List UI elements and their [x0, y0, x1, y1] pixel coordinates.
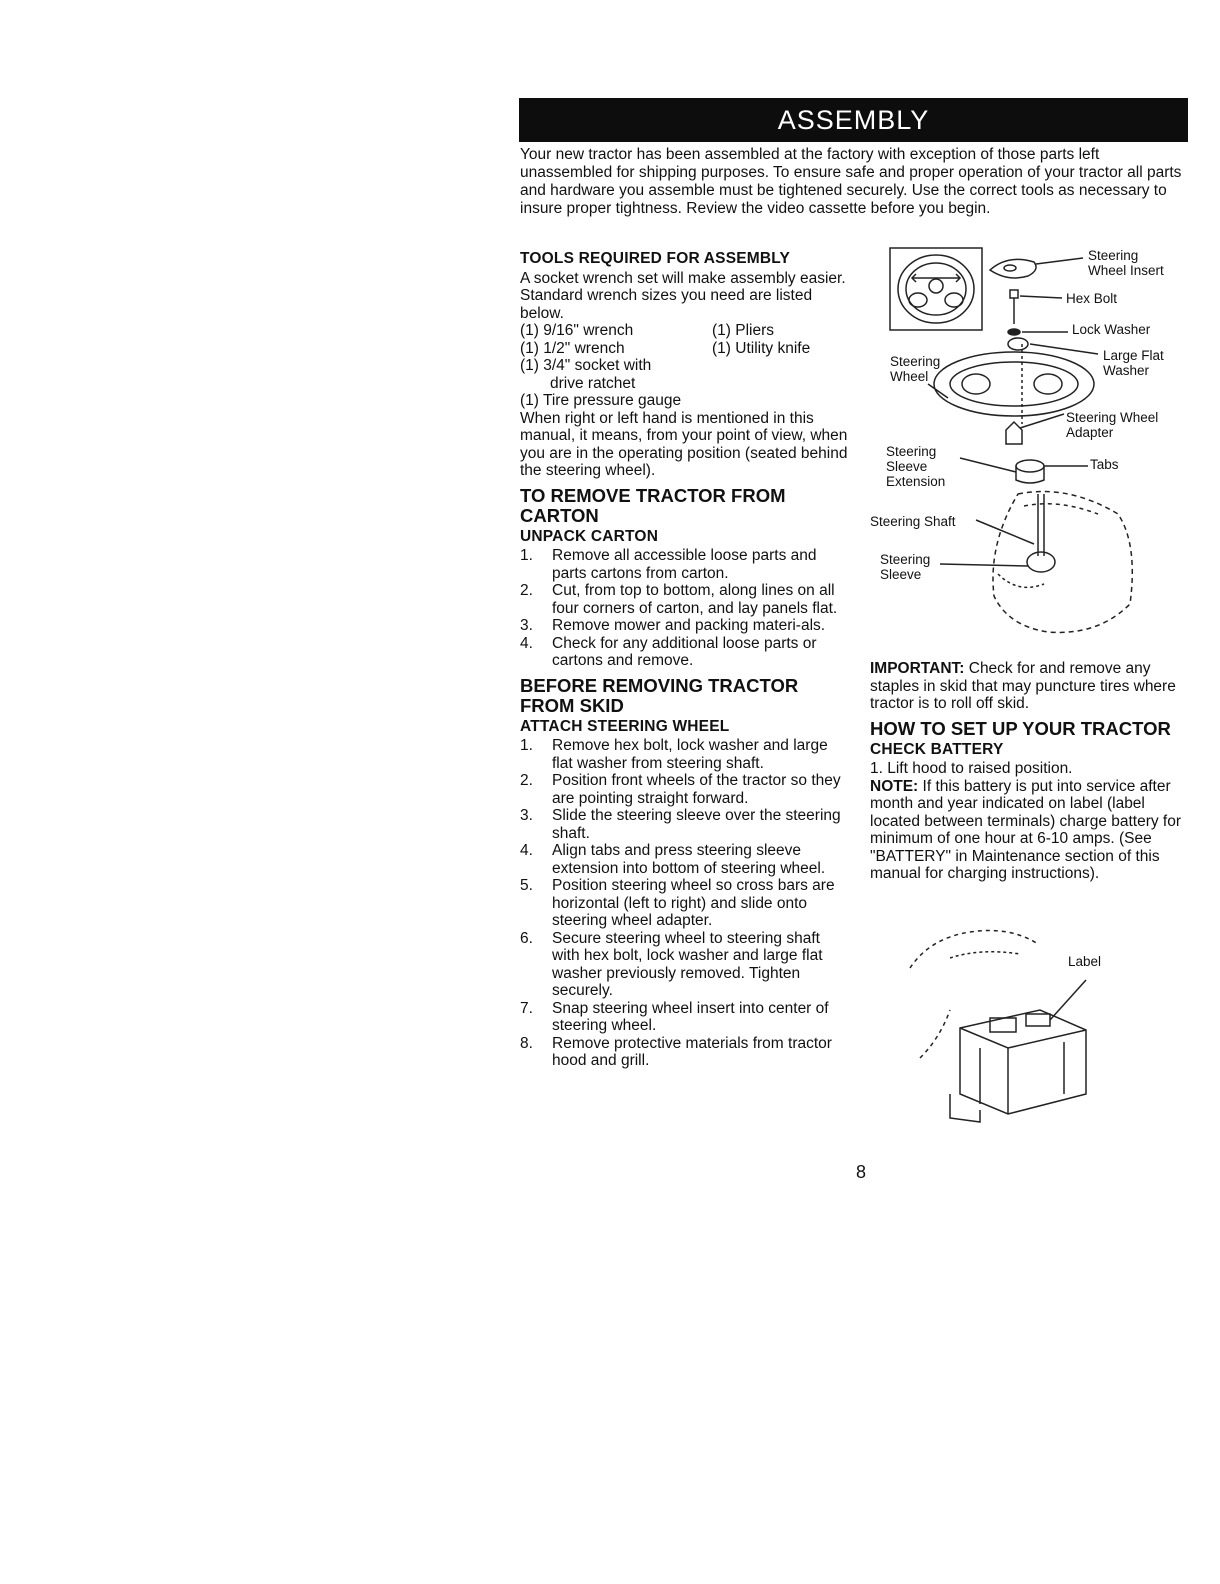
- steering-steps: [520, 737, 850, 1070]
- list-item: 2. Position front wheels of the tractor so they are pointing straight forward.: [520, 772, 841, 807]
- important-note: [870, 660, 1190, 713]
- important-text: Check for and remove any staples in skid that may puncture tires where tractor is to roll off skid.: [870, 660, 1176, 712]
- left-column: [520, 248, 850, 1070]
- label-lock-washer: Lock Washer: [1072, 322, 1151, 337]
- list-item: 6. Secure steering wheel to steering shaft with hex bolt, lock washer and large flat washer previously removed. Tighten securely.: [520, 929, 823, 999]
- label-steering-wheel: Steering Wheel: [890, 354, 941, 384]
- list-item: 5. Position steering wheel so cross bars are horizontal (left to right) and slide onto steering wheel adapter.: [520, 877, 835, 929]
- label-steering-wheel-adapter: Steering Wheel Adapter: [1066, 410, 1159, 440]
- list-item: 7. Snap steering wheel insert into center of steering wheel.: [520, 999, 829, 1034]
- list-item: 1. Remove hex bolt, lock washer and large flat washer from steering shaft.: [520, 737, 828, 772]
- label-battery-label: Label: [1068, 954, 1102, 969]
- unpack-steps: [520, 547, 850, 670]
- setup-heading: HOW TO SET UP YOUR TRACTOR: [870, 717, 1171, 739]
- remove-carton-heading: TO REMOVE TRACTOR FROM CARTON: [520, 484, 786, 526]
- label-steering-sleeve: Steering Sleeve: [880, 552, 931, 582]
- list-item: 8. Remove protective materials from tractor hood and grill.: [520, 1034, 832, 1069]
- tool-item: (1) 1/2" wrench: [520, 339, 625, 357]
- label-steering-shaft: Steering Shaft: [870, 514, 956, 529]
- important-label: IMPORTANT:: [870, 660, 965, 677]
- tool-item: drive ratchet: [550, 374, 636, 392]
- label-steering-wheel-insert: Steering Wheel Insert: [1088, 248, 1164, 278]
- tool-item: [712, 375, 852, 393]
- tool-item: (1) Tire pressure gauge: [520, 392, 682, 409]
- tools-intro: A socket wrench set will make assembly easier. Standard wrench sizes you need are listed below.: [520, 269, 846, 322]
- intro-paragraph: Your new tractor has been assembled at the factory with exception of those parts left unassembled for shipping purposes. To ensure safe and proper operation of your tractor all parts and hardware you assemble must be tightened securely. Use the correct tools as necessary to insure proper tightness. Review the video cassette before you begin.: [520, 146, 1182, 217]
- list-item: 1. Remove all accessible loose parts and parts cartons from carton.: [520, 547, 817, 582]
- label-hex-bolt: Hex Bolt: [1066, 291, 1118, 306]
- tool-item: (1) 3/4" socket with: [520, 357, 652, 374]
- page-number: 8: [856, 1162, 867, 1182]
- tool-item: [712, 357, 852, 375]
- battery-note: [870, 778, 1190, 883]
- right-column: [870, 660, 1190, 883]
- steering-assembly-diagram: [868, 244, 1188, 654]
- tool-item: (1) Pliers: [712, 322, 775, 339]
- list-item: 2. Cut, from top to bottom, along lines on all four corners of carton, and lay panels flat.: [520, 582, 838, 617]
- battery-diagram: [890, 918, 1120, 1128]
- label-tabs: Tabs: [1090, 457, 1119, 472]
- before-skid-heading: BEFORE REMOVING TRACTOR FROM SKID: [520, 674, 799, 716]
- tool-item: (1) 9/16" wrench: [520, 322, 634, 339]
- hand-note: When right or left hand is mentioned in this manual, it means, from your point of view, when you are in the operating position (seated behind the steering wheel).: [520, 409, 848, 479]
- tools-heading: TOOLS REQUIRED FOR ASSEMBLY: [520, 250, 791, 267]
- list-item: 4. Check for any additional loose parts or cartons and remove.: [520, 634, 817, 669]
- label-steering-sleeve-extension: Steering Sleeve Extension: [886, 444, 946, 489]
- unpack-carton-heading: UNPACK CARTON: [520, 527, 659, 545]
- list-item: 3. Slide the steering sleeve over the steering shaft.: [520, 807, 841, 842]
- battery-drawing: [890, 918, 1120, 1128]
- tool-item: (1) Utility knife: [712, 339, 811, 357]
- battery-step-1: 1. Lift hood to raised position.: [870, 760, 1073, 777]
- note-text: If this battery is put into service after month and year indicated on label (label located between terminals) charge battery for minimum of one hour at 6-10 amps. (See "BATTERY" in Maintenance section of this manual for charging instructions).: [870, 777, 1182, 882]
- list-item: 3. Remove mower and packing materi-als.: [520, 617, 826, 634]
- list-item: 4. Align tabs and press steering sleeve extension into bottom of steering wheel.: [520, 842, 826, 877]
- section-title-banner: ASSEMBLY: [519, 98, 1188, 142]
- attach-steering-heading: ATTACH STEERING WHEEL: [520, 717, 730, 735]
- note-label: NOTE:: [870, 777, 919, 795]
- label-large-flat-washer: Large Flat Washer: [1103, 348, 1164, 378]
- check-battery-heading: CHECK BATTERY: [870, 740, 1004, 758]
- tools-list: [520, 322, 850, 392]
